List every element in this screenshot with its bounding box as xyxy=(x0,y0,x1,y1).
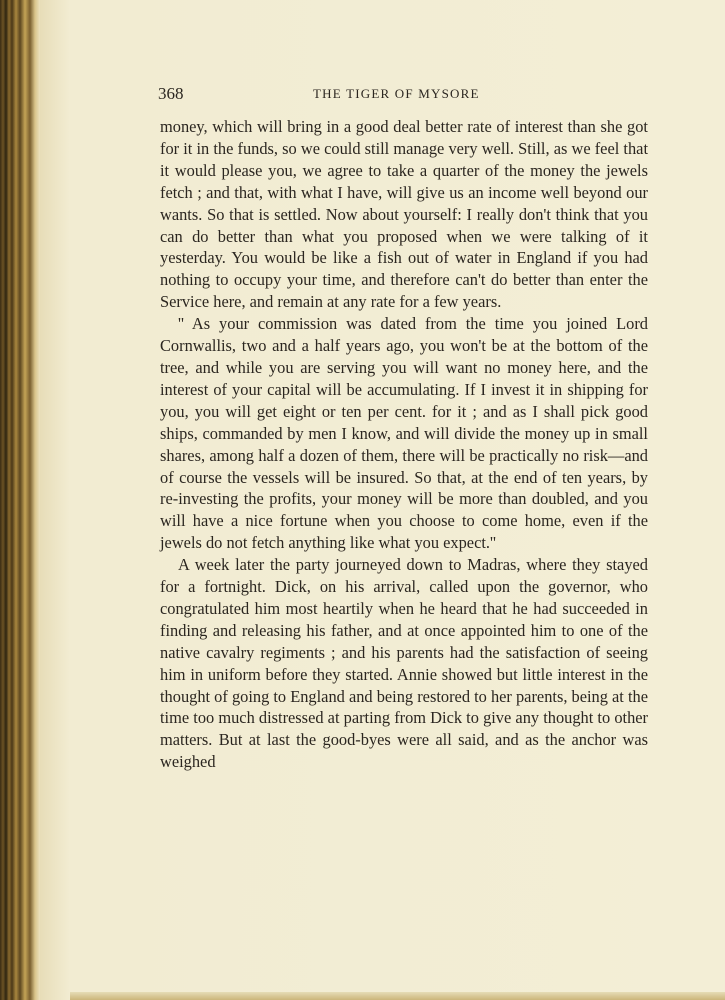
body-text xyxy=(160,116,648,773)
running-header xyxy=(158,84,648,106)
paragraph-3: A week later the party journeyed down to Madras, where they stayed for a fortnight. Dick, on his arrival, called upon the governor, who congratulated him most heartily when he heard that he had succeeded in finding and releasing his father, and at once appointed him to one of the native cavalry regiments ; and his parents had the satisfaction of seeing him in uniform before they started. Annie showed but little interest in the thought of going to England and being restored to her parents, being at the time too much distressed at parting from Dick to give any thought to other matters. But at last the good-byes were all said, and as the anchor was weighed xyxy=(160,555,648,772)
paragraph-2: '' As your commission was dated from the time you joined Lord Cornwallis, two and a half years ago, you won't be at the bottom of the tree, and while you are serving you will want no money here, and the interest of your capital will be accumulating. If I invest it in shipping for you, you will get eight or ten per cent. for it ; and as I shall pick good ships, commanded by men I know, and will divide the money up in small shares, among half a dozen of them, there will be practically no risk—and of course the vessels will be insured. So that, at the end of ten years, by re-investing the profits, your money will be more than doubled, and you will have a nice fortune when you choose to come home, even if the jewels do not fetch anything like what you expect.'' xyxy=(160,314,648,553)
paragraph-1: money, which will bring in a good deal better rate of interest than she got for it in the funds, so we could still manage very well. Still, as we feel that it would please you, we agree to take a quarter of the money the jewels fetch ; and that, with what I have, will give us an income well beyond our wants. So that is settled. Now about yourself: I really don't think that you can do better than what you proposed when we were talking of it yesterday. You would be like a fish out of water in England if you had nothing to occupy your time, and therefore can't do better than enter the Service here, and remain at any rate for a few years. xyxy=(160,117,648,312)
page-number: 368 xyxy=(158,84,184,103)
book-spine xyxy=(0,0,40,1000)
running-title: THE TIGER OF MYSORE xyxy=(313,86,480,101)
page-edge xyxy=(70,992,725,1000)
